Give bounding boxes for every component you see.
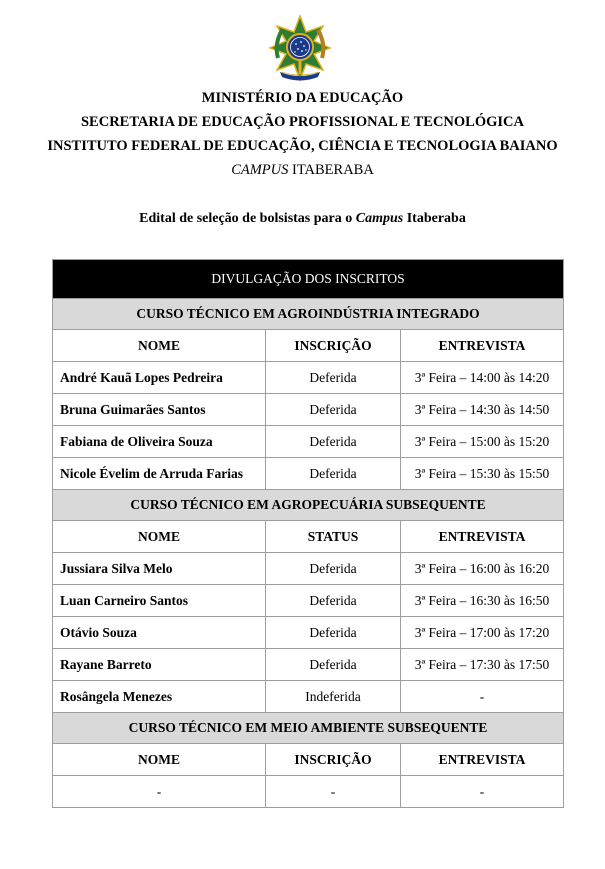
column-header-row — [53, 330, 564, 362]
column-header-status: STATUS — [266, 521, 401, 553]
course-title: CURSO TÉCNICO EM AGROPECUÁRIA SUBSEQUENTE — [53, 490, 564, 521]
cell-name: Fabiana de Oliveira Souza — [53, 426, 266, 458]
table-title-row — [53, 260, 564, 299]
cell-status: - — [266, 776, 401, 808]
course-title: CURSO TÉCNICO EM AGROINDÚSTRIA INTEGRADO — [53, 299, 564, 330]
cell-interview: - — [401, 681, 564, 713]
edital-text-before: Edital de seleção de bolsistas para o — [139, 211, 353, 226]
column-header-row — [53, 521, 564, 553]
cell-status: Deferida — [266, 426, 401, 458]
cell-status: Deferida — [266, 585, 401, 617]
column-header-entrevista: ENTREVISTA — [401, 744, 564, 776]
cell-status: Indeferida — [266, 681, 401, 713]
section-course-row — [53, 490, 564, 521]
table-row — [53, 585, 564, 617]
table-row — [53, 362, 564, 394]
column-header-nome: NOME — [53, 330, 266, 362]
cell-interview: 3ª Feira – 17:30 às 17:50 — [401, 649, 564, 681]
campus-name: ITABERABA — [292, 162, 374, 178]
cell-name: Otávio Souza — [53, 617, 266, 649]
cell-interview: 3ª Feira – 15:00 às 15:20 — [401, 426, 564, 458]
column-header-entrevista: ENTREVISTA — [401, 330, 564, 362]
section-course-row — [53, 299, 564, 330]
document-header — [0, 86, 605, 182]
brazil-coat-of-arms-icon — [268, 14, 332, 82]
cell-name: Rayane Barreto — [53, 649, 266, 681]
cell-name: Luan Carneiro Santos — [53, 585, 266, 617]
cell-name: Nicole Évelim de Arruda Farias — [53, 458, 266, 490]
edital-subtitle — [0, 209, 605, 229]
table-row — [53, 617, 564, 649]
institute-title: INSTITUTO FEDERAL DE EDUCAÇÃO, CIÊNCIA E TECNOLOGIA BAIANO — [47, 138, 558, 154]
cell-status: Deferida — [266, 617, 401, 649]
campus-title — [0, 158, 605, 182]
table-row — [53, 458, 564, 490]
cell-interview: 3ª Feira – 14:30 às 14:50 — [401, 394, 564, 426]
cell-name: Rosângela Menezes — [53, 681, 266, 713]
section-course-row — [53, 713, 564, 744]
table-row — [53, 426, 564, 458]
column-header-nome: NOME — [53, 521, 266, 553]
cell-interview: 3ª Feira – 16:00 às 16:20 — [401, 553, 564, 585]
cell-interview: - — [401, 776, 564, 808]
cell-name: - — [53, 776, 266, 808]
cell-interview: 3ª Feira – 16:30 às 16:50 — [401, 585, 564, 617]
table-row — [53, 553, 564, 585]
table-title: DIVULGAÇÃO DOS INSCRITOS — [53, 260, 564, 299]
cell-interview: 3ª Feira – 17:00 às 17:20 — [401, 617, 564, 649]
column-header-inscricao: INSCRIÇÃO — [266, 744, 401, 776]
inscritos-table — [52, 259, 564, 808]
cell-status: Deferida — [266, 553, 401, 585]
secretariat-title: SECRETARIA DE EDUCAÇÃO PROFISSIONAL E TECNOLÓGICA — [80, 114, 524, 130]
course-title: CURSO TÉCNICO EM MEIO AMBIENTE SUBSEQUENTE — [53, 713, 564, 744]
table-row — [53, 681, 564, 713]
edital-text-after: Itaberaba — [406, 211, 466, 226]
cell-name: Bruna Guimarães Santos — [53, 394, 266, 426]
column-header-entrevista: ENTREVISTA — [401, 521, 564, 553]
cell-name: André Kauã Lopes Pedreira — [53, 362, 266, 394]
cell-interview: 3ª Feira – 15:30 às 15:50 — [401, 458, 564, 490]
edital-campus-word: Campus — [355, 211, 404, 226]
cell-name: Jussiara Silva Melo — [53, 553, 266, 585]
table-row — [53, 776, 564, 808]
cell-status: Deferida — [266, 362, 401, 394]
column-header-row — [53, 744, 564, 776]
campus-prefix: CAMPUS — [231, 162, 289, 178]
cell-status: Deferida — [266, 649, 401, 681]
cell-status: Deferida — [266, 458, 401, 490]
ministry-title: MINISTÉRIO DA EDUCAÇÃO — [201, 90, 404, 106]
column-header-inscricao: INSCRIÇÃO — [266, 330, 401, 362]
cell-interview: 3ª Feira – 14:00 às 14:20 — [401, 362, 564, 394]
column-header-nome: NOME — [53, 744, 266, 776]
table-row — [53, 394, 564, 426]
cell-status: Deferida — [266, 394, 401, 426]
table-row — [53, 649, 564, 681]
